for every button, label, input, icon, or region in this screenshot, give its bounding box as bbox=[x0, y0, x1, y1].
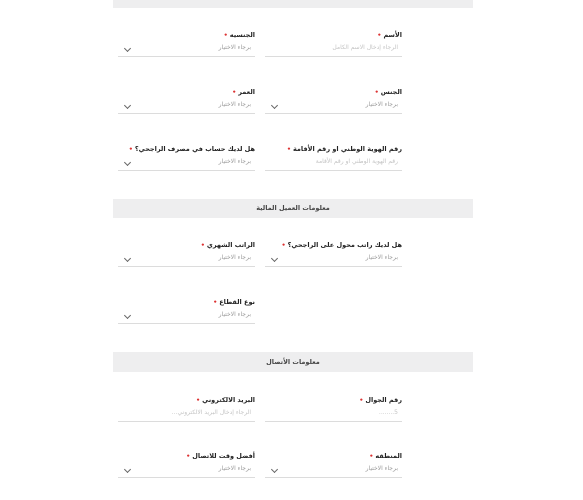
email-field bbox=[118, 395, 255, 416]
best-time-value: برجاء الاختيار bbox=[218, 465, 251, 472]
required-marker: • bbox=[232, 88, 237, 96]
rajhi-account-value: برجاء الاختيار bbox=[218, 158, 251, 165]
rajhi-account-label: هل لديك حساب في مصرف الراجحي؟• bbox=[128, 145, 255, 153]
required-marker: • bbox=[359, 396, 364, 404]
age-select[interactable] bbox=[118, 99, 255, 114]
email-label: البريد الالكتروني• bbox=[195, 396, 255, 404]
chevron-down-icon bbox=[124, 159, 131, 166]
nationality-value: برجاء الاختيار bbox=[218, 44, 251, 51]
age-label: العمر• bbox=[232, 88, 255, 96]
nationality-label: الجنسيه• bbox=[223, 31, 255, 39]
region-value: برجاء الاختيار bbox=[365, 465, 398, 472]
required-marker: • bbox=[374, 88, 379, 96]
salary-transfer-value: برجاء الاختيار bbox=[365, 254, 398, 261]
required-marker: • bbox=[186, 452, 191, 460]
mobile-label: رقم الجوال• bbox=[359, 396, 402, 404]
chevron-down-icon bbox=[271, 255, 278, 262]
gender-field bbox=[265, 87, 402, 108]
monthly-salary-value: برجاء الاختيار bbox=[218, 254, 251, 261]
section-title-contact: معلومات الأتصال bbox=[266, 358, 320, 366]
required-marker: • bbox=[195, 396, 201, 404]
required-marker: • bbox=[223, 31, 228, 39]
salary-transfer-label: هل لديك راتب محول على الراجحي؟• bbox=[281, 241, 402, 249]
gender-label: الجنس• bbox=[374, 88, 402, 96]
nationality-select[interactable] bbox=[118, 42, 255, 57]
required-marker: • bbox=[377, 31, 382, 39]
nationality-field bbox=[118, 30, 255, 51]
email-placeholder: الرجاء إدخال البريد الالكتروني... bbox=[171, 409, 251, 416]
required-marker: • bbox=[200, 241, 205, 249]
monthly-salary-label: الراتب الشهري• bbox=[200, 241, 255, 249]
sector-type-label: نوع القطاع• bbox=[213, 298, 255, 306]
national-id-field bbox=[265, 144, 402, 165]
national-id-label: رقم الهوية الوطني او رقم الأقامة• bbox=[286, 145, 402, 153]
name-label: الأسم• bbox=[377, 31, 402, 39]
salary-transfer-field bbox=[265, 240, 402, 261]
best-time-label: أفضل وقت للاتصال• bbox=[186, 452, 255, 460]
section-header-contact bbox=[113, 352, 473, 372]
mobile-input[interactable] bbox=[265, 407, 402, 422]
chevron-down-icon bbox=[124, 255, 131, 262]
monthly-salary-field bbox=[118, 240, 255, 261]
region-field bbox=[265, 451, 402, 472]
required-marker: • bbox=[281, 241, 286, 249]
email-input[interactable] bbox=[118, 407, 255, 422]
region-select[interactable] bbox=[265, 463, 402, 478]
gender-select[interactable] bbox=[265, 99, 402, 114]
name-field bbox=[265, 30, 402, 51]
mobile-placeholder: 5........ bbox=[378, 409, 398, 416]
rajhi-account-select[interactable] bbox=[118, 156, 255, 171]
name-input[interactable] bbox=[265, 42, 402, 57]
age-value: برجاء الاختيار bbox=[218, 101, 251, 108]
section-title-financial: معلومات العميل المالية bbox=[256, 204, 330, 212]
region-label: المنطقه• bbox=[369, 452, 402, 460]
required-marker: • bbox=[213, 298, 218, 306]
required-marker: • bbox=[369, 452, 374, 460]
sector-type-value: برجاء الاختيار bbox=[218, 311, 251, 318]
national-id-placeholder: رقم الهوية الوطني او رقم الأقامة bbox=[315, 158, 398, 165]
sector-type-field bbox=[118, 297, 255, 318]
chevron-down-icon bbox=[271, 466, 278, 473]
chevron-down-icon bbox=[124, 102, 131, 109]
national-id-input[interactable] bbox=[265, 156, 402, 171]
name-placeholder: الرجاء إدخال الاسم الكامل bbox=[332, 44, 398, 51]
rajhi-account-field bbox=[118, 144, 255, 165]
age-field bbox=[118, 87, 255, 108]
chevron-down-icon bbox=[124, 45, 131, 52]
section-header-personal bbox=[113, 0, 473, 8]
chevron-down-icon bbox=[124, 312, 131, 319]
best-time-select[interactable] bbox=[118, 463, 255, 478]
monthly-salary-select[interactable] bbox=[118, 252, 255, 267]
best-time-field bbox=[118, 451, 255, 472]
chevron-down-icon bbox=[271, 102, 278, 109]
section-header-financial bbox=[113, 199, 473, 218]
required-marker: • bbox=[286, 145, 291, 153]
salary-transfer-select[interactable] bbox=[265, 252, 402, 267]
chevron-down-icon bbox=[124, 466, 131, 473]
mobile-field bbox=[265, 395, 402, 416]
sector-type-select[interactable] bbox=[118, 309, 255, 324]
gender-value: برجاء الاختيار bbox=[365, 101, 398, 108]
required-marker: • bbox=[128, 145, 133, 153]
